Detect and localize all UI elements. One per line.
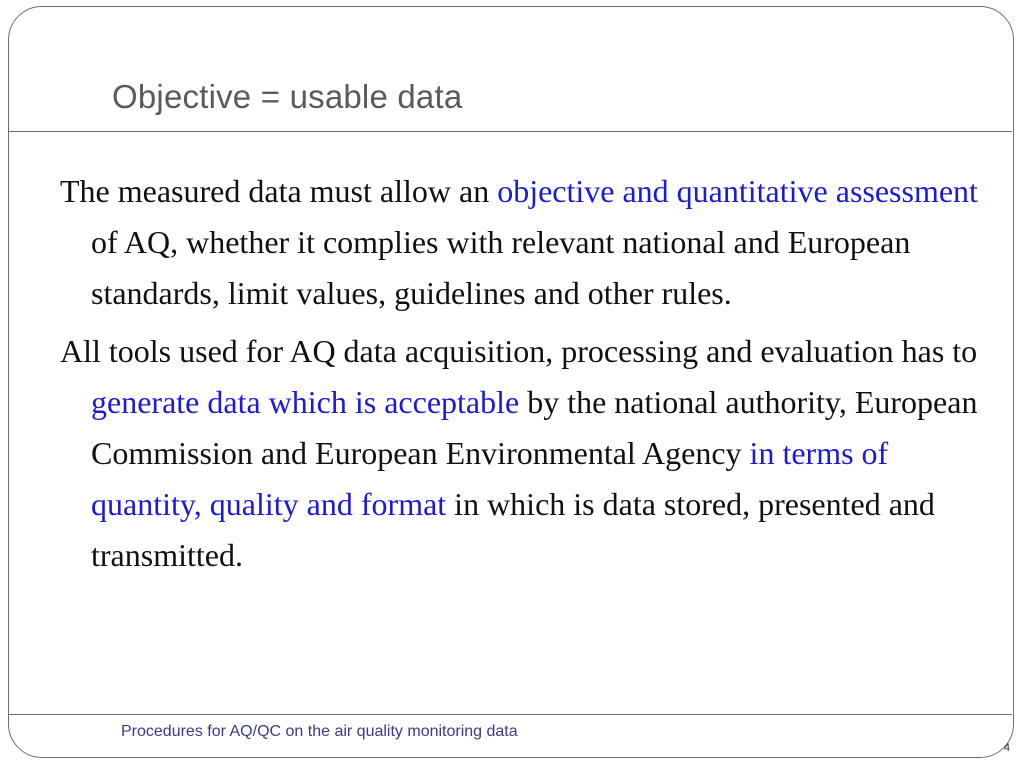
- page-number: 4: [1003, 742, 1010, 754]
- paragraph-2-highlight: generate data which is acceptable: [91, 384, 520, 420]
- paragraph-1-text: of AQ, whether it complies with relevant national and European standards, limit values, guidelines and other rules.: [91, 224, 911, 311]
- paragraph-2: [60, 326, 980, 581]
- slide-body: [60, 166, 980, 588]
- paragraph-2-text: in which is data stored, presented and transmitted.: [91, 486, 935, 573]
- title-divider: [9, 131, 1012, 132]
- slide-footer: Procedures for AQ/QC on the air quality monitoring data: [121, 723, 518, 740]
- paragraph-2-highlight: in terms of quantity, quality and format: [91, 435, 889, 522]
- paragraph-1-text: The measured data must allow an: [60, 173, 498, 209]
- footer-divider: [9, 714, 1012, 715]
- paragraph-2-text: by the national authority, European Commission and European Environmental Agency: [91, 384, 978, 471]
- paragraph-1-highlight: objective and quantitative assessment: [497, 173, 978, 209]
- paragraph-1: [60, 166, 980, 319]
- paragraph-2-text: All tools used for AQ data acquisition, processing and evaluation has to: [60, 333, 978, 369]
- slide-title: Objective = usable data: [112, 78, 463, 115]
